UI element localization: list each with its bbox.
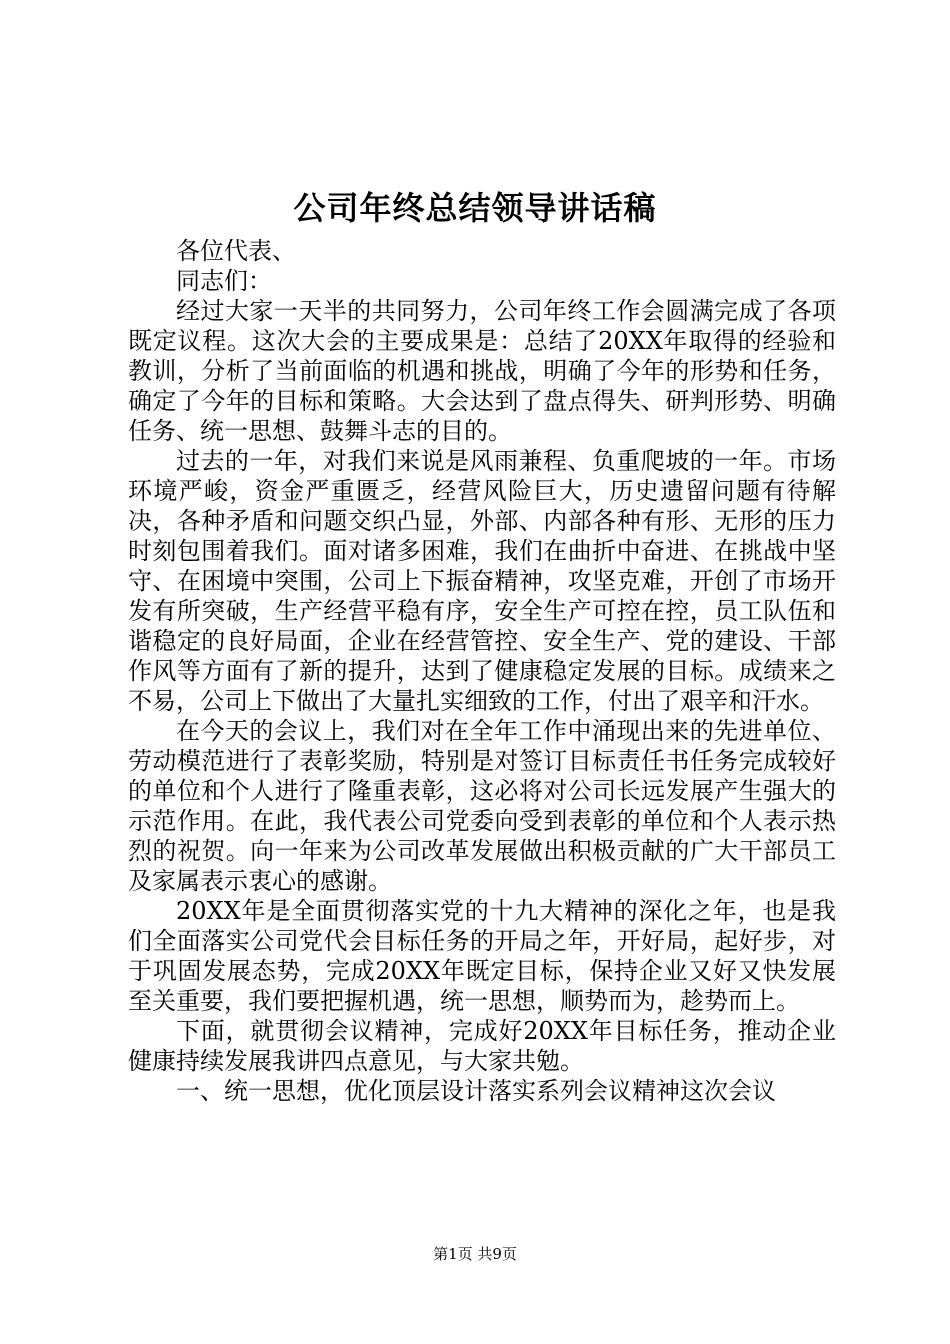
document-body <box>128 236 836 1106</box>
paragraph-2: 过去的一年，对我们来说是风雨兼程、负重爬坡的一年。市场环境严峻，资金严重匮乏，经营风险巨大，历史遗留问题有待解决，各种矛盾和问题交织凸显，外部、内部各种有形、无形的压力时刻包围着我们。面对诸多困难，我们在曲折中奋进、在挑战中坚守、在困境中突围，公司上下振奋精神，攻坚克难，开创了市场开发有所突破，生产经营平稳有序，安全生产可控在控，员工队伍和谐稳定的良好局面，企业在经营管控、安全生产、党的建设、干部作风等方面有了新的提升，达到了健康稳定发展的目标。成绩来之不易，公司上下做出了大量扎实细致的工作，付出了艰辛和汗水。 <box>128 447 836 715</box>
paragraph-5: 下面，就贯彻会议精神，完成好20XX年目标任务，推动企业健康持续发展我讲四点意见，与大家共勉。 <box>128 1017 836 1075</box>
paragraph-4: 20XX年是全面贯彻落实党的十九大精神的深化之年，也是我们全面落实公司党代会目标任务的开局之年，开好局，起好步，对于巩固发展态势，完成20XX年既定目标，保持企业又好又快发展至关重要，我们要把握机遇，统一思想，顺势而为，趁势而上。 <box>128 897 836 1015</box>
document-title: 公司年终总结领导讲话稿 <box>293 189 657 227</box>
salutation-line-1: 各位代表、 <box>176 237 296 265</box>
paragraph-3: 在今天的会议上，我们对在全年工作中涌现出来的先进单位、劳动模范进行了表彰奖励，特别是对签订目标责任书任务完成较好的单位和个人进行了隆重表彰，这必将对公司长远发展产生强大的示范作用。在此，我代表公司党委向受到表彰的单位和个人表示热烈的祝贺。向一年来为公司改革发展做出积极贡献的广大干部员工及家属表示衷心的感谢。 <box>128 717 836 895</box>
paragraph-6: 一、统一思想，优化顶层设计落实系列会议精神这次会议 <box>176 1077 776 1105</box>
salutation-line-2: 同志们： <box>176 267 272 295</box>
page-footer: 第1页 共9页 <box>433 1245 517 1263</box>
paragraph-1: 经过大家一天半的共同努力，公司年终工作会圆满完成了各项既定议程。这次大会的主要成果是：总结了20XX年取得的经验和教训，分析了当前面临的机遇和挑战，明确了今年的形势和任务，确定了今年的目标和策略。大会达到了盘点得失、研判形势、明确任务、统一思想、鼓舞斗志的目的。 <box>128 297 836 445</box>
